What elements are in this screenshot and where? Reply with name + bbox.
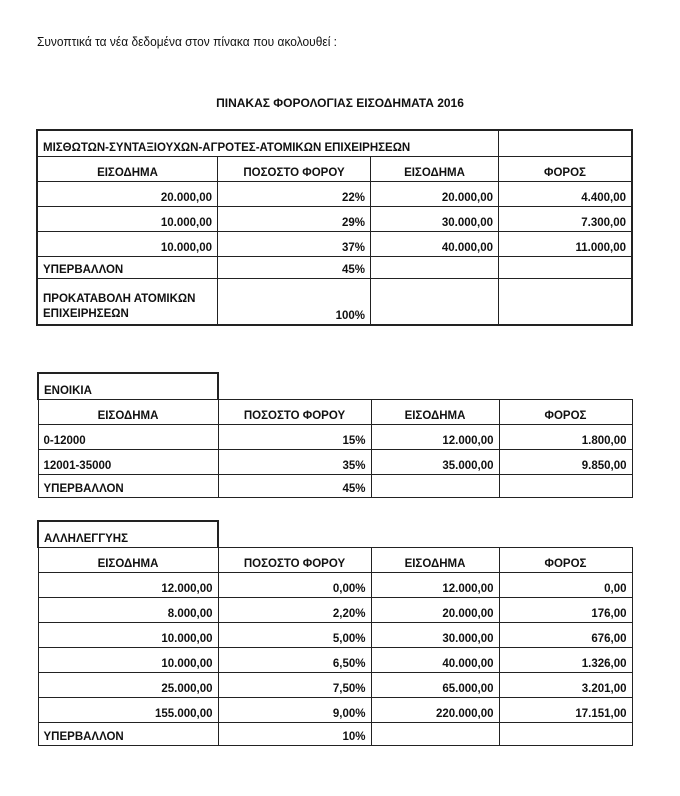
rent-tax-table (37, 372, 633, 498)
cell-income-cumulative: 40.000,00 (371, 647, 499, 672)
cell-income: 25.000,00 (38, 672, 218, 697)
col-header-tax-rate: ΠΟΣΟΣΤΟ ΦΟΡΟΥ (218, 399, 371, 424)
cell-income: ΥΠΕΡΒΑΛΛΟΝ (38, 722, 218, 745)
cell-income: 12.000,00 (38, 572, 218, 597)
cell-income: 10.000,00 (38, 232, 218, 257)
cell-tax-rate: 6,50% (218, 647, 371, 672)
section-title: ΑΛΛΗΛΕΓΓΥΗΣ (38, 521, 218, 547)
cell-income: 10.000,00 (38, 647, 218, 672)
cell-tax (499, 257, 632, 279)
cell-income: 20.000,00 (38, 182, 218, 207)
section-title: ΜΙΣΘΩΤΩΝ-ΣΥΝΤΑΞΙΟΥΧΩΝ-ΑΓΡΟΤΕΣ-ΑΤΟΜΙΚΩΝ ΕΠΙΧΕΙΡΗΣΕΩΝ (38, 131, 499, 157)
cell-income-cumulative: 220.000,00 (371, 697, 499, 722)
col-header-tax: ΦΟΡΟΣ (499, 547, 632, 572)
col-header-tax-rate: ΠΟΣΟΣΤΟ ΦΟΡΟΥ (218, 547, 371, 572)
intro-text: Συνοπτικά τα νέα δεδομένα στον πίνακα που ακολουθεί : (37, 34, 338, 49)
table-row (38, 622, 632, 647)
table-row (38, 232, 632, 257)
col-header-income-cumulative: ΕΙΣΟΔΗΜΑ (371, 547, 499, 572)
cell-tax: 4.400,00 (499, 182, 632, 207)
cell-tax-rate: 0,00% (218, 572, 371, 597)
cell-tax: 7.300,00 (499, 207, 632, 232)
document-title: ΠΙΝΑΚΑΣ ΦΟΡΟΛΟΓΙΑΣ ΕΙΣΟΔΗΜΑΤΑ 2016 (216, 96, 464, 110)
cell-tax-rate: 22% (218, 182, 371, 207)
cell-income-cumulative (371, 474, 499, 497)
cell-income: 0-12000 (38, 424, 218, 449)
cell-tax: 676,00 (499, 622, 632, 647)
cell-tax-rate: 7,50% (218, 672, 371, 697)
cell-income-cumulative (371, 279, 499, 325)
cell-tax-rate: 15% (218, 424, 371, 449)
table-row (38, 647, 632, 672)
cell-tax-rate: 100% (218, 279, 371, 325)
cell-tax: 9.850,00 (499, 449, 632, 474)
col-header-tax-rate: ΠΟΣΟΣΤΟ ΦΟΡΟΥ (218, 157, 371, 182)
empty-cell (218, 521, 632, 547)
empty-cell (218, 373, 632, 399)
section-row (38, 521, 632, 547)
cell-income-cumulative: 12.000,00 (371, 572, 499, 597)
cell-tax: 1.326,00 (499, 647, 632, 672)
cell-income-cumulative: 35.000,00 (371, 449, 499, 474)
cell-tax: 11.000,00 (499, 232, 632, 257)
table-row (38, 207, 632, 232)
cell-tax (499, 474, 632, 497)
cell-tax-rate: 9,00% (218, 697, 371, 722)
cell-tax-rate: 35% (218, 449, 371, 474)
cell-tax-rate: 45% (218, 474, 371, 497)
cell-income: ΥΠΕΡΒΑΛΛΟΝ (38, 474, 218, 497)
cell-income-cumulative: 40.000,00 (371, 232, 499, 257)
table-row (38, 257, 632, 279)
column-header-row (38, 399, 632, 424)
cell-tax-rate: 5,00% (218, 622, 371, 647)
col-header-income: ΕΙΣΟΔΗΜΑ (38, 399, 218, 424)
table-row (38, 672, 632, 697)
section-title: ΕΝΟΙΚΙΑ (38, 373, 218, 399)
col-header-tax: ΦΟΡΟΣ (499, 399, 632, 424)
cell-tax (499, 722, 632, 745)
table-row (38, 182, 632, 207)
cell-income-cumulative: 30.000,00 (371, 207, 499, 232)
table-row (38, 279, 632, 325)
cell-income-cumulative (371, 257, 499, 279)
empty-cell (499, 131, 632, 157)
cell-tax: 17.151,00 (499, 697, 632, 722)
cell-income-cumulative: 30.000,00 (371, 622, 499, 647)
column-header-row (38, 547, 632, 572)
col-header-income: ΕΙΣΟΔΗΜΑ (38, 157, 218, 182)
column-header-row (38, 157, 632, 182)
table-row (38, 424, 632, 449)
table-row (38, 449, 632, 474)
cell-income-cumulative (371, 722, 499, 745)
col-header-income: ΕΙΣΟΔΗΜΑ (38, 547, 218, 572)
cell-tax: 1.800,00 (499, 424, 632, 449)
table-row (38, 474, 632, 497)
cell-income: 8.000,00 (38, 597, 218, 622)
section-row (38, 131, 632, 157)
col-header-income-cumulative: ΕΙΣΟΔΗΜΑ (371, 157, 499, 182)
table-row (38, 722, 632, 745)
cell-income: 10.000,00 (38, 207, 218, 232)
col-header-income-cumulative: ΕΙΣΟΔΗΜΑ (371, 399, 499, 424)
table-row (38, 697, 632, 722)
cell-income: 12001-35000 (38, 449, 218, 474)
cell-tax: 176,00 (499, 597, 632, 622)
cell-income: 155.000,00 (38, 697, 218, 722)
solidarity-tax-table (37, 520, 633, 746)
cell-income-cumulative: 20.000,00 (371, 182, 499, 207)
cell-tax-rate: 29% (218, 207, 371, 232)
table-row (38, 597, 632, 622)
table-row (38, 572, 632, 597)
col-header-tax: ΦΟΡΟΣ (499, 157, 632, 182)
income-tax-table (37, 130, 632, 325)
cell-tax-rate: 2,20% (218, 597, 371, 622)
cell-income: ΥΠΕΡΒΑΛΛΟΝ (38, 257, 218, 279)
cell-tax: 0,00 (499, 572, 632, 597)
cell-tax (499, 279, 632, 325)
cell-income: ΠΡΟΚΑΤΑΒΟΛΗ ΑΤΟΜΙΚΩΝ ΕΠΙΧΕΙΡΗΣΕΩΝ (38, 279, 218, 325)
cell-tax-rate: 37% (218, 232, 371, 257)
cell-tax: 3.201,00 (499, 672, 632, 697)
cell-tax-rate: 45% (218, 257, 371, 279)
cell-income: 10.000,00 (38, 622, 218, 647)
cell-income-cumulative: 20.000,00 (371, 597, 499, 622)
cell-income-cumulative: 12.000,00 (371, 424, 499, 449)
section-row (38, 373, 632, 399)
cell-income-cumulative: 65.000,00 (371, 672, 499, 697)
cell-tax-rate: 10% (218, 722, 371, 745)
